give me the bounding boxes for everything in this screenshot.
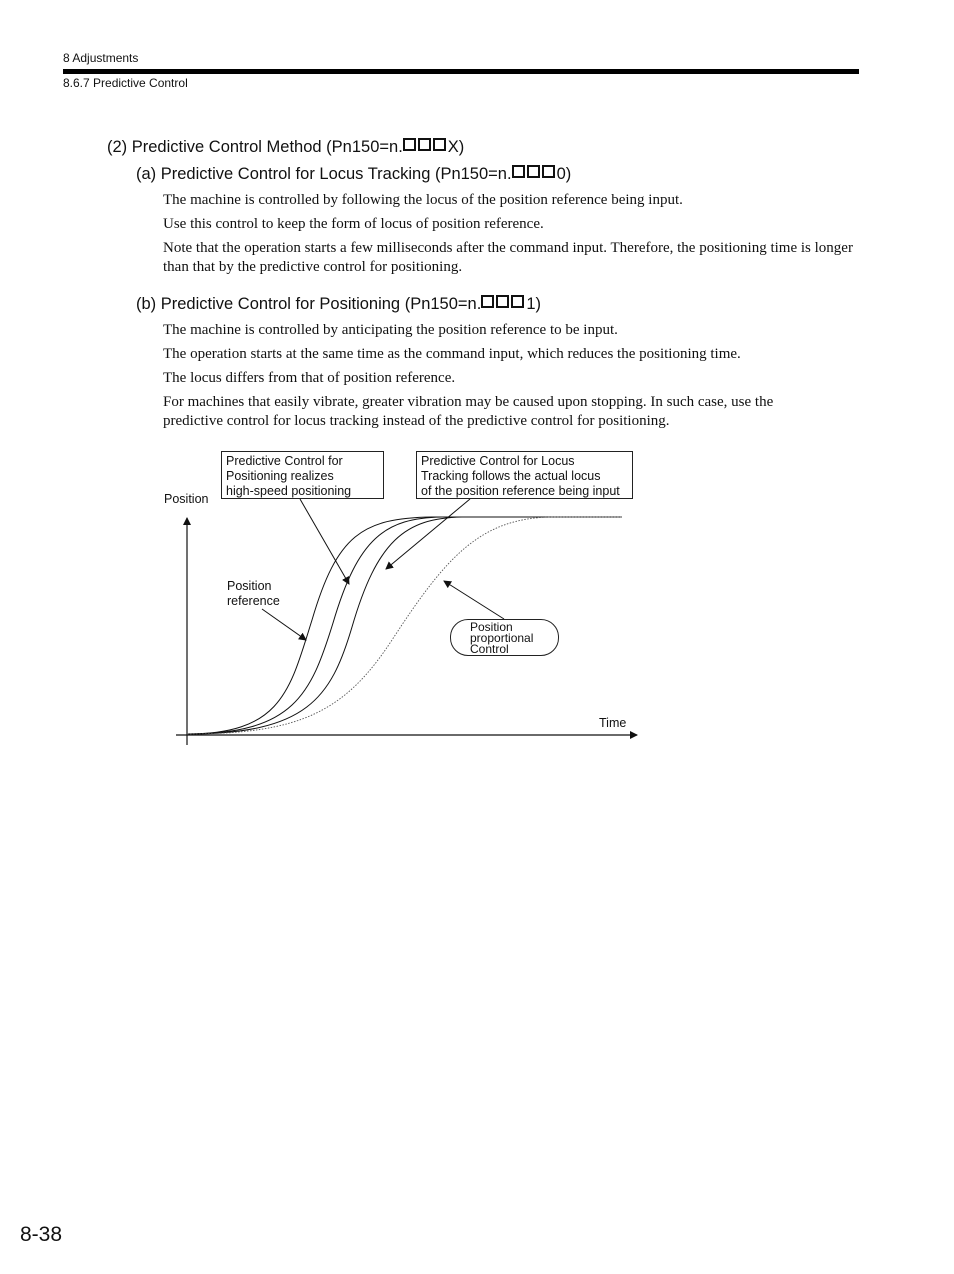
paragraph: The locus differs from that of position reference. bbox=[163, 370, 456, 386]
y-axis-label: Position bbox=[164, 492, 209, 506]
callout-line: of the position reference being input bbox=[421, 484, 620, 498]
pointer-positioning bbox=[300, 499, 349, 584]
heading-suffix: X) bbox=[447, 138, 465, 156]
pointer-reference bbox=[262, 609, 306, 640]
x-axis-label: Time bbox=[599, 716, 627, 730]
label-line: Position bbox=[227, 579, 272, 593]
label-line: Control bbox=[470, 642, 509, 656]
paragraph: Use this control to keep the form of locus of position reference. bbox=[163, 216, 544, 232]
label-line: reference bbox=[227, 594, 280, 608]
callout-locus-tracking bbox=[416, 451, 633, 499]
section-header: 8.6.7 Predictive Control bbox=[63, 76, 188, 90]
heading-suffix: 1) bbox=[526, 295, 541, 313]
label-position-reference bbox=[227, 579, 280, 609]
heading-text: (a) Predictive Control for Locus Tracking (Pn150=n. bbox=[136, 165, 512, 183]
chapter-header: 8 Adjustments bbox=[63, 51, 139, 65]
callout-positioning bbox=[221, 451, 384, 499]
paragraph: The machine is controlled by following the locus of the position reference being input. bbox=[163, 192, 683, 208]
label-line: proportional bbox=[470, 631, 534, 645]
callout-line: Tracking follows the actual locus bbox=[421, 469, 601, 483]
page-number: 8-38 bbox=[20, 1223, 63, 1246]
paragraph: The machine is controlled by anticipating the position reference to be input. bbox=[163, 322, 618, 338]
paragraph: For machines that easily vibrate, greater vibration may be caused upon stopping. In such case, use the predictive control for locus tracking instead of the predictive control for positioning. bbox=[163, 394, 774, 429]
callout-line: Predictive Control for bbox=[226, 454, 343, 468]
label-proportional-control bbox=[450, 619, 559, 656]
heading-text: (2) Predictive Control Method (Pn150=n. bbox=[107, 138, 403, 156]
pointer-proportional bbox=[444, 581, 504, 619]
pointer-locus bbox=[386, 499, 470, 569]
callout-line: Predictive Control for Locus bbox=[421, 454, 575, 468]
paragraph: The operation starts at the same time as the command input, which reduces the positioning time. bbox=[163, 346, 741, 362]
paragraph: Note that the operation starts a few milliseconds after the command input. Therefore, the positioning time is longer than that by the predictive control for positioning. bbox=[163, 240, 853, 275]
heading-text: (b) Predictive Control for Positioning (Pn150=n. bbox=[136, 295, 482, 313]
callout-line: Positioning realizes bbox=[226, 469, 334, 483]
label-line: Position bbox=[470, 620, 513, 634]
heading-suffix: 0) bbox=[556, 165, 572, 183]
callout-line: high-speed positioning bbox=[226, 484, 352, 498]
